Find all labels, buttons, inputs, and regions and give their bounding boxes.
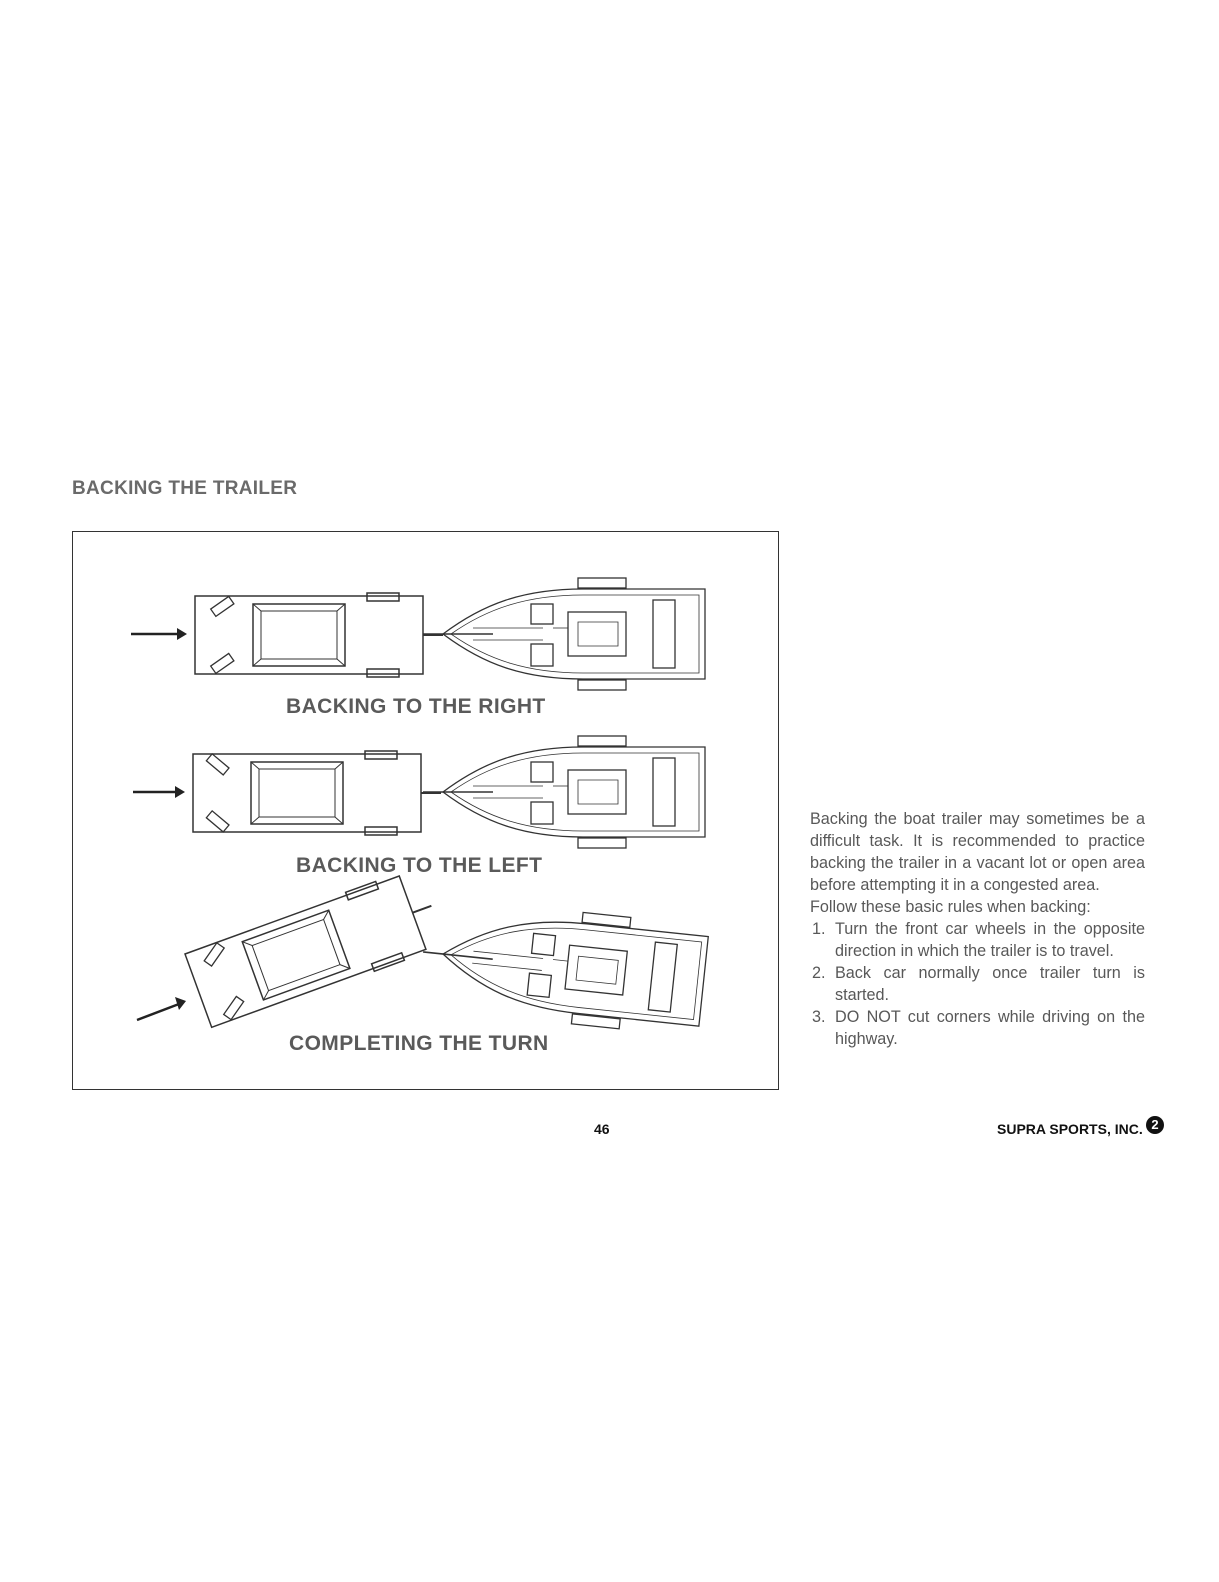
caption-backing-right: BACKING TO THE RIGHT bbox=[286, 695, 546, 718]
list-item-text: Turn the front car wheels in the opposite direction in which the trailer is to travel. bbox=[835, 920, 1145, 960]
caption-completing-turn: COMPLETING THE TURN bbox=[289, 1032, 549, 1055]
list-item-text: DO NOT cut corners while driving on the highway. bbox=[835, 1008, 1145, 1048]
list-item bbox=[810, 1006, 1145, 1050]
list-item-number: 3. bbox=[812, 1008, 826, 1026]
caption-backing-left: BACKING TO THE LEFT bbox=[296, 854, 543, 877]
direction-arrow-icon bbox=[133, 786, 185, 798]
list-item-number: 1. bbox=[812, 920, 826, 938]
rules-intro: Follow these basic rules when backing: bbox=[810, 898, 1091, 916]
list-item-number: 2. bbox=[812, 964, 826, 982]
boat-trailer-icon bbox=[423, 578, 705, 690]
car-icon bbox=[193, 751, 441, 835]
direction-arrow-icon bbox=[137, 997, 186, 1020]
brand-name: SUPRA SPORTS, INC. bbox=[997, 1121, 1143, 1137]
backing-diagram bbox=[72, 531, 779, 1090]
intro-paragraph: Backing the boat trailer may sometimes be a difficult task. It is recommended to practice backing the trailer in a vacant lot or open area before attempting it in a congested area. bbox=[810, 810, 1145, 894]
boat-trailer-icon bbox=[423, 736, 705, 848]
section-title: BACKING THE TRAILER bbox=[72, 478, 298, 499]
car-icon bbox=[184, 866, 446, 1030]
direction-arrow-icon bbox=[131, 628, 187, 640]
backing-diagram-drawing bbox=[73, 532, 779, 1090]
list-item bbox=[810, 918, 1145, 962]
instructions-text bbox=[810, 808, 1145, 1050]
page-number: 46 bbox=[594, 1121, 610, 1137]
list-item-text: Back car normally once trailer turn is started. bbox=[835, 964, 1145, 1004]
car-icon bbox=[195, 593, 443, 677]
rules-list bbox=[810, 918, 1145, 1050]
brand-badge: 2 bbox=[1146, 1116, 1164, 1134]
list-item bbox=[810, 962, 1145, 1006]
boat-trailer-icon bbox=[417, 896, 709, 1037]
